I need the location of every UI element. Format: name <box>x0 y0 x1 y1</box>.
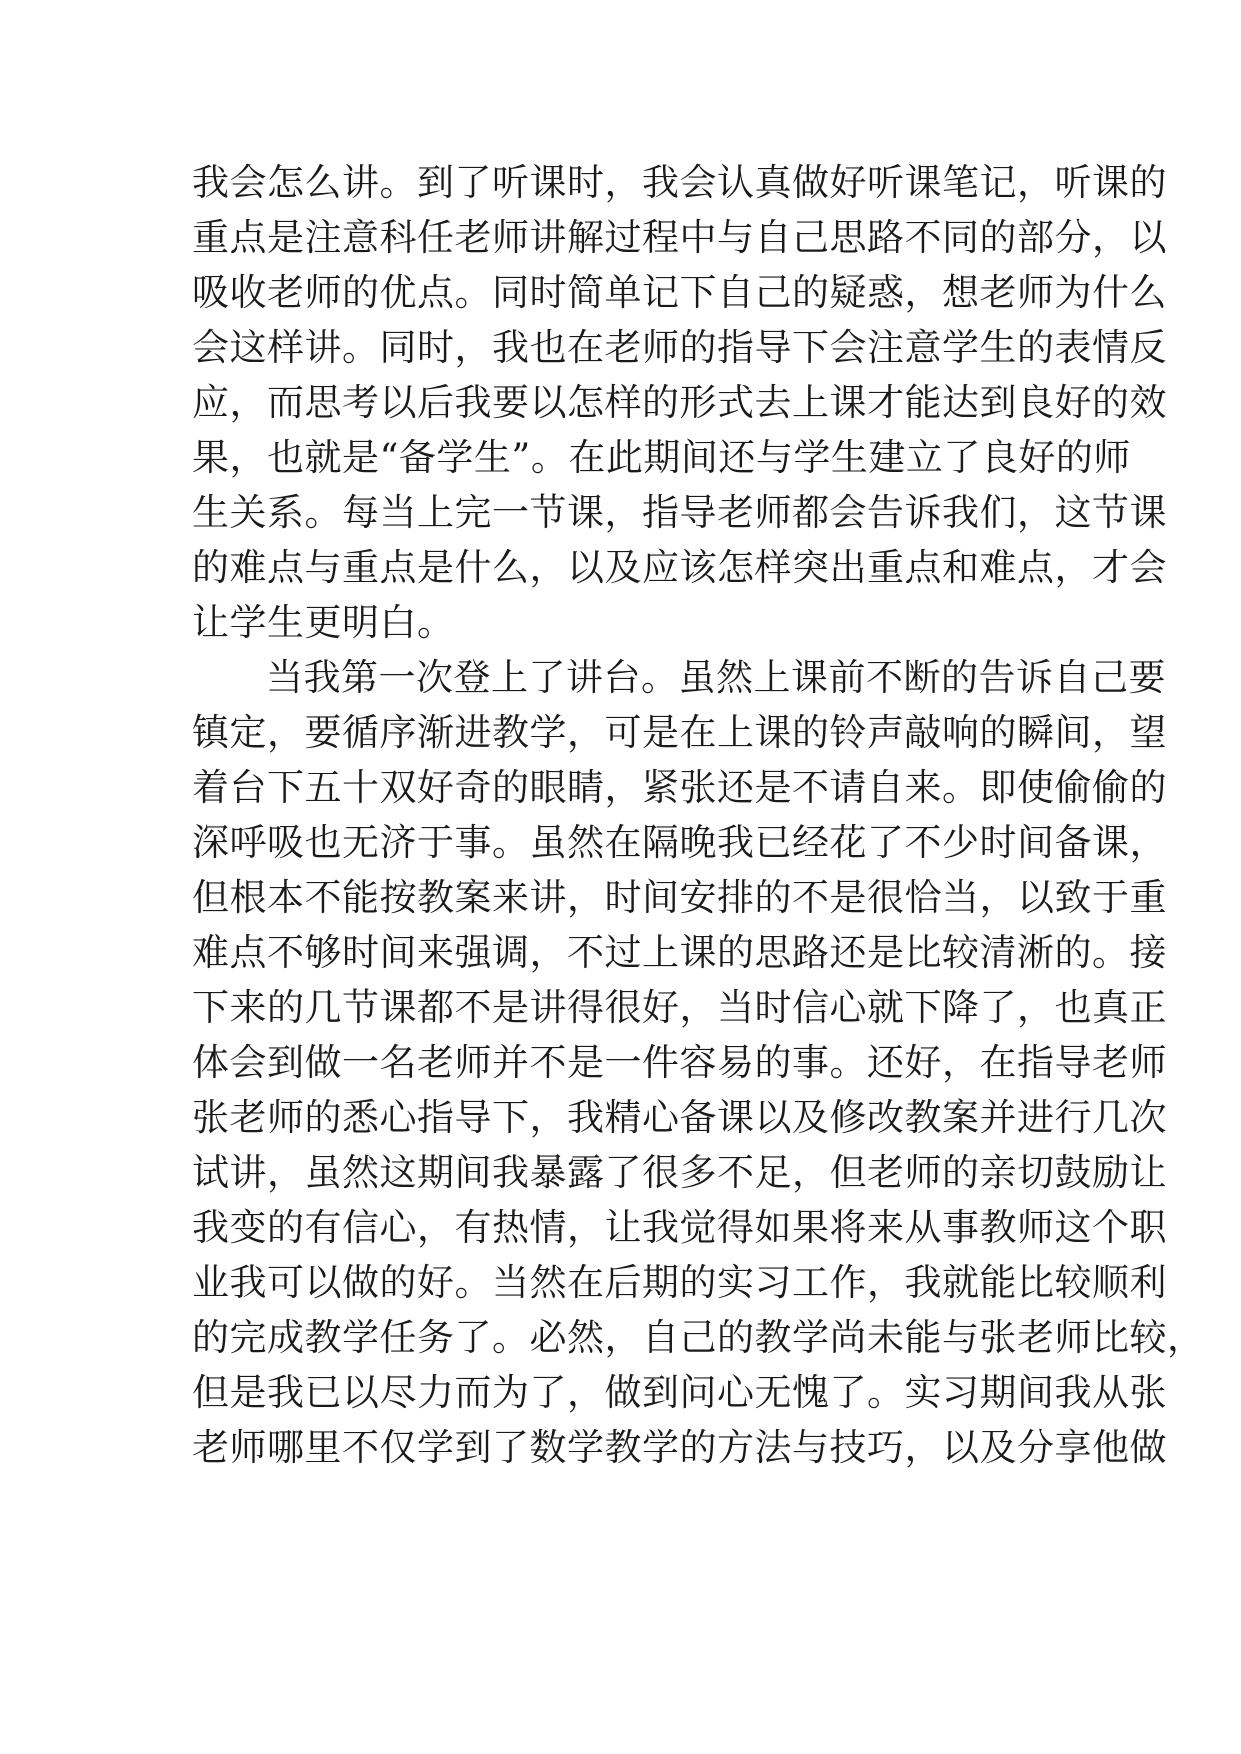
text-line: 我变的有信心，有热情，让我觉得如果将来从事教师这个职 <box>192 1206 1167 1249</box>
text-line: 让学生更明白。 <box>192 601 455 644</box>
text-line: 业我可以做的好。当然在后期的实习工作，我就能比较顺利 <box>192 1261 1167 1304</box>
text-line: 生关系。每当上完一节课，指导老师都会告诉我们，这节课 <box>192 491 1167 534</box>
text-line: 果，也就是“备学生”。在此期间还与学生建立了良好的师 <box>192 436 1131 479</box>
paragraph-first-line: 当我第一次登上了讲台。虽然上课前不断的告诉自己要 <box>266 656 1166 699</box>
text-line: 但是我已以尽力而为了，做到问心无愧了。实习期间我从张 <box>192 1371 1167 1414</box>
text-line: 体会到做一名老师并不是一件容易的事。还好，在指导老师 <box>192 1041 1167 1084</box>
text-line: 重点是注意科任老师讲解过程中与自己思路不同的部分，以 <box>192 216 1167 259</box>
text-line: 深呼吸也无济于事。虽然在隔晚我已经花了不少时间备课， <box>192 821 1167 864</box>
text-line: 吸收老师的优点。同时简单记下自己的疑惑，想老师为什么 <box>192 271 1167 314</box>
text-line: 镇定，要循序渐进教学，可是在上课的铃声敲响的瞬间，望 <box>192 711 1167 754</box>
text-line: 应，而思考以后我要以怎样的形式去上课才能达到良好的效 <box>192 381 1167 424</box>
text-line: 张老师的悉心指导下，我精心备课以及修改教案并进行几次 <box>192 1096 1167 1139</box>
text-line: 的完成教学任务了。必然，自己的教学尚未能与张老师比较， <box>192 1316 1205 1359</box>
text-line: 难点不够时间来强调，不过上课的思路还是比较清淅的。接 <box>192 931 1167 974</box>
text-line: 着台下五十双好奇的眼睛，紧张还是不请自来。即使偷偷的 <box>192 766 1167 809</box>
text-line: 我会怎么讲。到了听课时，我会认真做好听课笔记，听课的 <box>192 161 1167 204</box>
text-line: 但根本不能按教案来讲，时间安排的不是很恰当，以致于重 <box>192 876 1167 919</box>
text-line: 试讲，虽然这期间我暴露了很多不足，但老师的亲切鼓励让 <box>192 1151 1167 1194</box>
text-line: 下来的几节课都不是讲得很好，当时信心就下降了，也真正 <box>192 986 1167 1029</box>
text-line: 老师哪里不仅学到了数学教学的方法与技巧，以及分享他做 <box>192 1426 1167 1469</box>
text-line: 的难点与重点是什么，以及应该怎样突出重点和难点，才会 <box>192 546 1167 589</box>
text-line: 会这样讲。同时，我也在老师的指导下会注意学生的表情反 <box>192 326 1167 369</box>
